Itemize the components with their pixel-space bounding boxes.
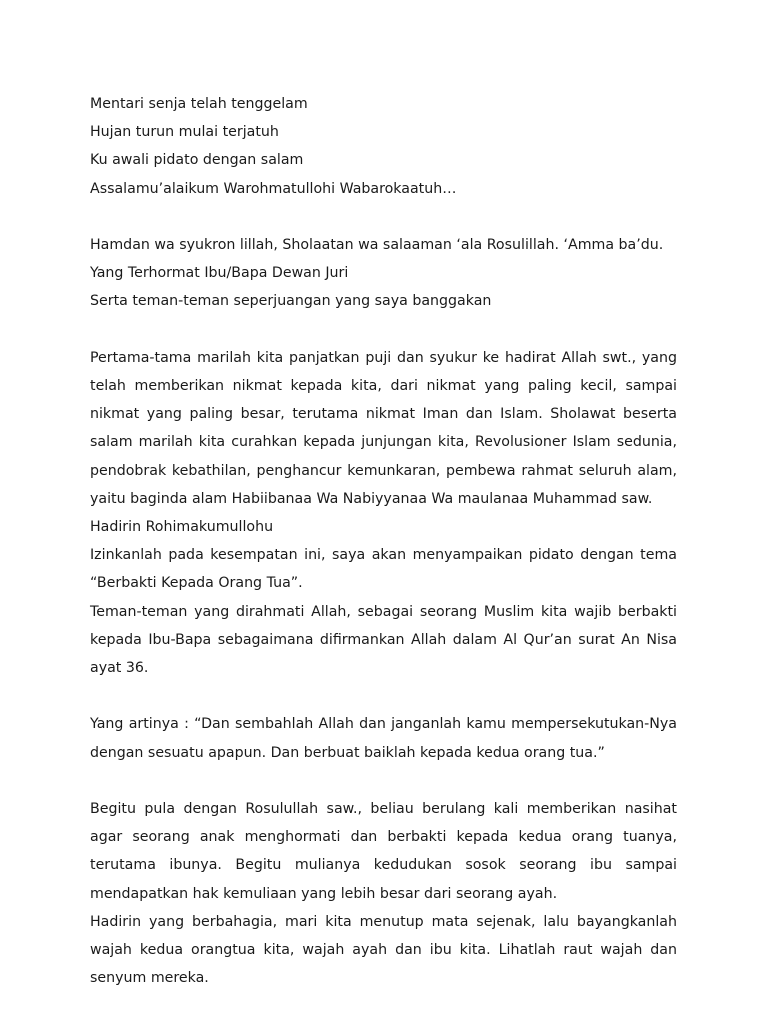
body-block-2	[90, 795, 677, 992]
reflection-paragraph: Hadirin yang berbahagia, mari kita menutup mata sejenak, lalu bayangkanlah wajah kedua orangtua kita, wajah ayah dan ibu kita. Lihatlah raut wajah dan senyum mereka.	[90, 913, 677, 987]
duty-paragraph: Teman-teman yang dirahmati Allah, sebagai seorang Muslim kita wajib berbakti kepada Ibu-Bapa sebagaimana difirmankan Allah dalam Al Qur’an surat An Nisa ayat 36.	[90, 603, 677, 677]
hadith-paragraph: Begitu pula dengan Rosulullah saw., beliau berulang kali memberikan nasihat agar seorang anak menghormati dan berbakti kepada kedua orang tuanya, terutama ibunya. Begitu mulianya kedudukan sosok seorang ibu sampai mendapatkan hak kemuliaan yang lebih besar dari seorang ayah.	[90, 801, 677, 902]
paragraph-gap	[90, 203, 677, 231]
opening-paragraph: Pertama-tama marilah kita panjatkan puji dan syukur ke hadirat Allah swt., yang telah memberikan nikmat kepada kita, dari nikmat yang paling kecil, sampai nikmat yang paling besar, terutama nikmat Iman dan Islam. Sholawat beserta salam marilah kita curahkan kepada junjungan kita, Revolusioner Islam sedunia, pendobrak kebathilan, penghancur kemunkaran, pembewa rahmat seluruh alam, yaitu baginda alam Habiibanaa Wa Nabiyyanaa Wa maulanaa Muhammad saw.	[90, 349, 677, 507]
translation-paragraph: Yang artinya : “Dan sembahlah Allah dan janganlah kamu mempersekutukan-Nya dengan sesuatu apapun. Dan berbuat baiklah kepada kedua orang tua.”	[90, 716, 677, 761]
poem-line: Mentari senja telah tenggelam	[90, 96, 308, 112]
paragraph-gap	[90, 682, 677, 710]
greeting-line: Yang Terhormat Ibu/Bapa Dewan Juri	[90, 265, 349, 282]
greetings-block	[90, 231, 677, 316]
poem-line: Assalamu’alaikum Warohmatullohi Wabarokaatuh…	[90, 180, 457, 197]
body-block-1	[90, 344, 677, 682]
poem-line: Ku awali pidato dengan salam	[90, 152, 304, 169]
paragraph-gap	[90, 767, 677, 795]
theme-paragraph: Izinkanlah pada kesempatan ini, saya akan menyampaikan pidato dengan tema “Berbakti Kepada Orang Tua”.	[90, 547, 677, 592]
poem-line: Hujan turun mulai terjatuh	[90, 124, 279, 141]
greeting-line: Serta teman-teman seperjuangan yang saya banggakan	[90, 293, 492, 310]
paragraph-gap	[90, 316, 677, 344]
poem-block	[90, 90, 677, 203]
salutation-line: Hadirin Rohimakumullohu	[90, 519, 274, 536]
document-page	[90, 90, 677, 992]
greeting-line: Hamdan wa syukron lillah, Sholaatan wa salaaman ‘ala Rosulillah. ‘Amma ba’du.	[90, 237, 664, 253]
